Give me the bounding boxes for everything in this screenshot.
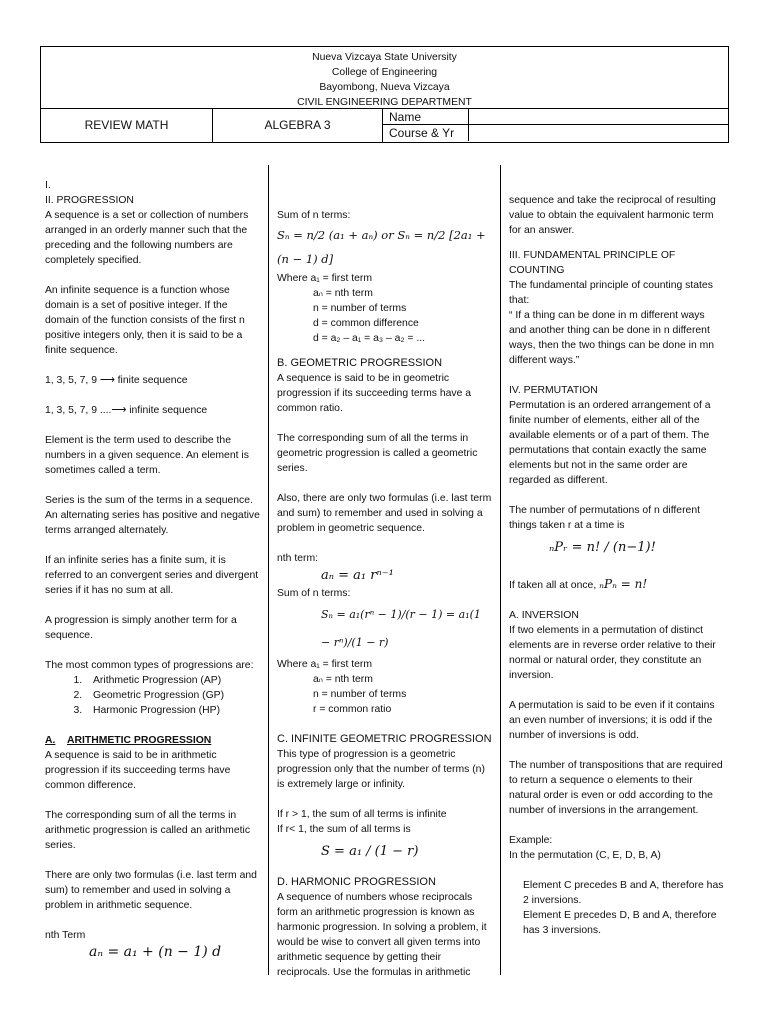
paragraph: Series is the sum of the terms in a sequence. An alternating series has positive and negative terms arranged alternately. <box>45 495 260 536</box>
example-line: 1, 3, 5, 7, 9 ....⟶ infinite sequence <box>45 405 208 416</box>
institution-block <box>41 47 728 109</box>
progression-types-list <box>45 673 260 718</box>
paragraph: If r< 1, the sum of all terms is <box>277 824 411 835</box>
name-label: Name <box>383 109 469 125</box>
subject-cell: REVIEW MATH <box>41 109 213 142</box>
column-3 <box>509 193 724 938</box>
paragraph: The corresponding sum of all the terms in geometric progression is called a geometric series. <box>277 433 478 474</box>
formula: Sₙ = a₁(rⁿ − 1)/(r − 1) = a₁(1 − rⁿ)/(1 − r) <box>321 608 481 649</box>
definition-line: r = common ratio <box>313 704 392 715</box>
formula: aₙ = a₁ rⁿ⁻¹ <box>321 568 394 583</box>
example-item: Element C precedes B and A, therefore has 2 inversions. <box>523 880 724 906</box>
example-line: 1, 3, 5, 7, 9 ⟶ finite sequence <box>45 375 188 386</box>
section-heading: IV. PERMUTATION <box>509 385 598 396</box>
paragraph: There are only two formulas (i.e. last term and sum) to remember and used in solving a problem in arithmetic sequence. <box>45 870 257 911</box>
subsection-heading <box>45 733 260 748</box>
paragraph: Element is the term used to describe the numbers in a given sequence. An element is sometimes called a term. <box>45 435 249 476</box>
subsection-heading: C. INFINITE GEOMETRIC PROGRESSION <box>277 733 492 745</box>
paragraph: If r > 1, the sum of all terms is infinite <box>277 809 447 820</box>
subsection-heading: B. GEOMETRIC PROGRESSION <box>277 357 443 369</box>
formula: aₙ = a₁ + (n − 1) d <box>89 944 222 960</box>
paragraph: This type of progression is a geometric progression only that the number of terms (n) is extremely large or infinity. <box>277 749 485 790</box>
paragraph: Permutation is an ordered arrangement of a finite number of elements, either all of the available elements or of a part of them. The permutations that contain exactly the same elements but not in the same order are regarded as different. <box>509 400 711 486</box>
paragraph: The number of transpositions that are required to return a sequence o elements to their natural order is even or odd according to the number of inversions in the arrangement. <box>509 760 723 816</box>
definition-line: Where a₁ = first term <box>277 659 373 670</box>
formula-label: nth Term <box>45 930 86 941</box>
subsection-heading: D. HARMONIC PROGRESSION <box>277 876 436 888</box>
paragraph: A sequence of numbers whose reciprocals form an arithmetic progression is known as harmonic progression. In solving a problem, it would be wise to convert all given terms into arithmetic sequence by getting their reciprocals. Use the formulas in arithmetic <box>277 892 487 978</box>
paragraph: A sequence is said to be in geometric progression if its succeeding terms have a common ratio. <box>277 373 472 414</box>
paragraph: sequence and take the reciprocal of resulting value to obtain the equivalent harmonic term for an answer. <box>509 195 716 236</box>
example-item: Element E precedes D, B and A, therefore has 3 inversions. <box>523 910 717 936</box>
course-field[interactable] <box>469 125 728 141</box>
paragraph <box>509 577 724 593</box>
paragraph: A permutation is said to be even if it contains an even number of inversions; it is odd if the number of inversions is odd. <box>509 700 715 741</box>
definition-line: n = number of terms <box>313 303 407 314</box>
formula: ₙPₙ = n! <box>599 577 648 591</box>
formula: S = a₁ / (1 − r) <box>321 844 419 859</box>
paragraph: The most common types of progressions are: <box>45 660 254 671</box>
department-name: CIVIL ENGINEERING DEPARTMENT <box>297 97 472 108</box>
definition-line: d = common difference <box>313 318 419 329</box>
section-heading: II. PROGRESSION <box>45 195 134 206</box>
heading-letter: A. <box>45 735 56 746</box>
column-1 <box>45 178 260 961</box>
paragraph: A progression is simply another term for a sequence. <box>45 615 237 641</box>
paragraph: The fundamental principle of counting states that: <box>509 280 713 306</box>
definition-line: n = number of terms <box>313 689 407 700</box>
header-table <box>40 46 729 143</box>
section-heading: III. FUNDAMENTAL PRINCIPLE OF COUNTING <box>509 250 676 276</box>
list-item: 1. Arithmetic Progression (AP) <box>85 673 260 688</box>
column-2 <box>277 208 492 980</box>
definition-line: Where a₁ = first term <box>277 273 373 284</box>
university-name: Nueva Vizcaya State University <box>312 52 457 63</box>
formula: Sₙ = n/2 (a₁ + aₙ) or Sₙ = n/2 [2a₁ + (n − 1) d] <box>277 228 486 266</box>
paragraph: If an infinite series has a finite sum, it is referred to an convergent series and divergent series if it has no sum at all. <box>45 555 259 596</box>
formula-label: Sum of n terms: <box>277 588 351 599</box>
formula-label: Sum of n terms: <box>277 210 351 221</box>
paragraph: The corresponding sum of all the terms in arithmetic progression is called an arithmetic series. <box>45 810 251 851</box>
list-item: 3. Harmonic Progression (HP) <box>85 703 260 718</box>
column-divider <box>268 165 269 975</box>
quote: “ If a thing can be done in m different ways and another thing can be done in n different ways, then the two things can be done in mn different ways.” <box>509 310 715 366</box>
paragraph: A sequence is said to be in arithmetic progression if its succeeding terms have common difference. <box>45 750 231 791</box>
paragraph: An infinite sequence is a function whose domain is a set of positive integer. If the domain of the function consists of the first n positive integers only, then it is said to be a finite sequence. <box>45 285 245 356</box>
paragraph: Also, there are only two formulas (i.e. last term and sum) to remember and used in solving a problem in geometric sequence. <box>277 493 492 534</box>
definition-line: aₙ = nth term <box>313 288 373 299</box>
subsection-heading: A. INVERSION <box>509 610 579 621</box>
paragraph: The number of permutations of n different things taken r at a time is <box>509 505 700 531</box>
definition-line: d = a₂ – a₁ = a₃ – a₂ = ... <box>313 333 425 344</box>
address: Bayombong, Nueva Vizcaya <box>319 82 450 93</box>
name-field[interactable] <box>469 109 728 125</box>
list-item: 2. Geometric Progression (GP) <box>85 688 260 703</box>
formula-label: nth term: <box>277 553 318 564</box>
paragraph: In the permutation (C, E, D, B, A) <box>509 850 661 861</box>
paragraph: Example: <box>509 835 553 846</box>
paragraph: If two elements in a permutation of distinct elements are in reverse order relative to their normal or natural order, they constitute an inversion. <box>509 625 716 681</box>
course-label: Course & Yr <box>383 125 469 141</box>
college-name: College of Engineering <box>331 67 438 78</box>
column-divider <box>500 165 501 975</box>
paragraph: A sequence is a set or collection of numbers arranged in an orderly manner such that the preceding and the following numbers are completely specified. <box>45 210 249 266</box>
section-number: I. <box>45 180 51 191</box>
heading-text: ARITHMETIC PROGRESSION <box>66 735 212 746</box>
topic-cell: ALGEBRA 3 <box>213 109 383 142</box>
formula-label: If taken all at once, <box>509 580 597 591</box>
definition-line: aₙ = nth term <box>313 674 373 685</box>
formula: ₙPᵣ = n! / (n−1)! <box>549 540 656 555</box>
